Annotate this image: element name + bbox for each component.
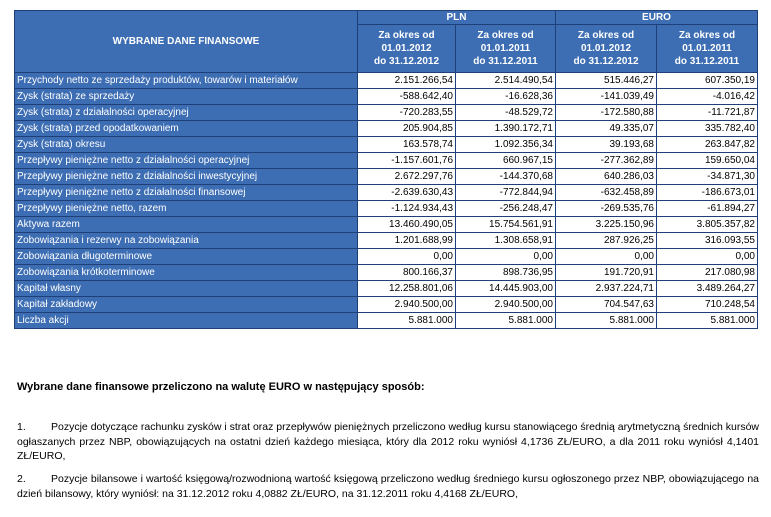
table-row <box>15 233 758 249</box>
row-value: -588.642,40 <box>358 89 456 105</box>
table-body <box>15 73 758 329</box>
row-value: 1.390.172,71 <box>456 121 556 137</box>
row-value: 2.940.500,00 <box>358 297 456 313</box>
row-value: 710.248,54 <box>657 297 758 313</box>
row-value: 191.720,91 <box>556 265 657 281</box>
row-value: -11.721,87 <box>657 105 758 121</box>
row-label: Liczba akcji <box>15 313 358 329</box>
row-label: Przepływy pieniężne netto z działalności operacyjnej <box>15 153 358 169</box>
row-value: 0,00 <box>456 249 556 265</box>
row-value: 14.445.903,00 <box>456 281 556 297</box>
row-value: 5.881.000 <box>456 313 556 329</box>
row-value: 1.308.658,91 <box>456 233 556 249</box>
row-label: Zobowiązania krótkoterminowe <box>15 265 358 281</box>
notes-heading: Wybrane dane finansowe przeliczono na walutę EURO w następujący sposób: <box>17 381 425 393</box>
group-header-euro: EURO <box>556 11 758 25</box>
row-value: 704.547,63 <box>556 297 657 313</box>
row-value: 800.166,37 <box>358 265 456 281</box>
note-paragraph <box>17 472 759 501</box>
table-row <box>15 297 758 313</box>
table-row <box>15 281 758 297</box>
row-value: 607.350,19 <box>657 73 758 89</box>
row-value: -48.529,72 <box>456 105 556 121</box>
row-label: Kapitał zakładowy <box>15 297 358 313</box>
row-value: 2.940.500,00 <box>456 297 556 313</box>
row-value: 39.193,68 <box>556 137 657 153</box>
note-text: Pozycje bilansowe i wartość księgową/rozwodnioną wartość księgową przeliczono według średniego kursu ogłoszonego przez NBP, obowiązującego na dzień bilansowy, który wyniósł: na 31.12.2012 roku 4,0882 ZŁ/EURO, na 31.12.2011 roku 4,4168 ZŁ/EURO, <box>17 473 759 500</box>
row-label: Zysk (strata) okresu <box>15 137 358 153</box>
table-row <box>15 153 758 169</box>
row-value: -277.362,89 <box>556 153 657 169</box>
row-value: -1.157.601,76 <box>358 153 456 169</box>
row-label: Aktywa razem <box>15 217 358 233</box>
row-label: Przychody netto ze sprzedaży produktów, towarów i materiałów <box>15 73 358 89</box>
row-value: 5.881.000 <box>556 313 657 329</box>
row-label: Kapitał własny <box>15 281 358 297</box>
note-marker: 1. <box>17 421 26 433</box>
row-value: 316.093,55 <box>657 233 758 249</box>
table-row <box>15 137 758 153</box>
row-value: 205.904,85 <box>358 121 456 137</box>
table-row <box>15 89 758 105</box>
row-value: 163.578,74 <box>358 137 456 153</box>
table-row <box>15 73 758 89</box>
row-value: 217.080,98 <box>657 265 758 281</box>
row-label: Przepływy pieniężne netto z działalności inwestycyjnej <box>15 169 358 185</box>
row-value: -2.639.630,43 <box>358 185 456 201</box>
table-row <box>15 249 758 265</box>
note-paragraph <box>17 420 759 464</box>
row-value: 287.926,25 <box>556 233 657 249</box>
row-label: Zysk (strata) ze sprzedaży <box>15 89 358 105</box>
row-value: -141.039,49 <box>556 89 657 105</box>
table-row <box>15 185 758 201</box>
row-value: -172.580,88 <box>556 105 657 121</box>
row-value: -186.673,01 <box>657 185 758 201</box>
row-value: 1.201.688,99 <box>358 233 456 249</box>
row-value: 5.881.000 <box>358 313 456 329</box>
row-label: Zobowiązania i rezerwy na zobowiązania <box>15 233 358 249</box>
row-value: -16.628,36 <box>456 89 556 105</box>
row-value: 263.847,82 <box>657 137 758 153</box>
group-header-pln: PLN <box>358 11 556 25</box>
row-value: 2.514.490,54 <box>456 73 556 89</box>
row-label: Zysk (strata) przed opodatkowaniem <box>15 121 358 137</box>
period-header: Za okres od 01.01.2012 do 31.12.2012 <box>358 25 456 73</box>
row-value: 15.754.561,91 <box>456 217 556 233</box>
row-value: -34.871,30 <box>657 169 758 185</box>
table-group-header-row <box>15 11 758 25</box>
row-value: 0,00 <box>556 249 657 265</box>
row-value: 49.335,07 <box>556 121 657 137</box>
row-value: -256.248,47 <box>456 201 556 217</box>
row-value: 515.446,27 <box>556 73 657 89</box>
row-value: -632.458,89 <box>556 185 657 201</box>
row-value: -144.370,68 <box>456 169 556 185</box>
row-label: Przepływy pieniężne netto, razem <box>15 201 358 217</box>
period-header: Za okres od 01.01.2011 do 31.12.2011 <box>456 25 556 73</box>
row-value: 3.489.264,27 <box>657 281 758 297</box>
row-label: Przepływy pieniężne netto z działalności finansowej <box>15 185 358 201</box>
period-header: Za okres od 01.01.2012 do 31.12.2012 <box>556 25 657 73</box>
table-title-header: WYBRANE DANE FINANSOWE <box>15 11 358 73</box>
row-value: 13.460.490,05 <box>358 217 456 233</box>
row-value: 1.092.356,34 <box>456 137 556 153</box>
row-value: 2.937.224,71 <box>556 281 657 297</box>
table-row <box>15 121 758 137</box>
row-value: 3.805.357,82 <box>657 217 758 233</box>
note-marker: 2. <box>17 473 26 485</box>
table-row <box>15 217 758 233</box>
table-row <box>15 105 758 121</box>
row-label: Zysk (strata) z działalności operacyjnej <box>15 105 358 121</box>
row-value: 0,00 <box>358 249 456 265</box>
table-row <box>15 169 758 185</box>
row-value: -4.016,42 <box>657 89 758 105</box>
table-row <box>15 265 758 281</box>
row-value: 898.736,95 <box>456 265 556 281</box>
row-value: 2.151.266,54 <box>358 73 456 89</box>
row-value: 0,00 <box>657 249 758 265</box>
row-value: -772.844,94 <box>456 185 556 201</box>
row-value: -61.894,27 <box>657 201 758 217</box>
row-value: -269.535,76 <box>556 201 657 217</box>
row-value: 335.782,40 <box>657 121 758 137</box>
row-value: -720.283,55 <box>358 105 456 121</box>
period-header: Za okres od 01.01.2011 do 31.12.2011 <box>657 25 758 73</box>
note-text: Pozycje dotyczące rachunku zysków i strat oraz przepływów pieniężnych przeliczono według kursu stanowiącego średnią arytmetyczną średnich kursów ogłaszanych przez NBP, obowiązujących na ostatni dzień każdego miesiąca, który dla 2012 roku wyniósł 4,1736 ZŁ/EURO, a dla 2011 roku wyniósł 4,1401 ZŁ/EURO, <box>17 421 759 462</box>
row-value: 5.881.000 <box>657 313 758 329</box>
row-value: 640.286,03 <box>556 169 657 185</box>
financial-data-table <box>14 10 758 329</box>
table-row <box>15 313 758 329</box>
row-value: 12.258.801,06 <box>358 281 456 297</box>
row-value: 159.650,04 <box>657 153 758 169</box>
row-value: 2.672.297,76 <box>358 169 456 185</box>
row-value: -1.124.934,43 <box>358 201 456 217</box>
row-value: 3.225.150,96 <box>556 217 657 233</box>
row-value: 660.967,15 <box>456 153 556 169</box>
row-label: Zobowiązania długoterminowe <box>15 249 358 265</box>
table-row <box>15 201 758 217</box>
